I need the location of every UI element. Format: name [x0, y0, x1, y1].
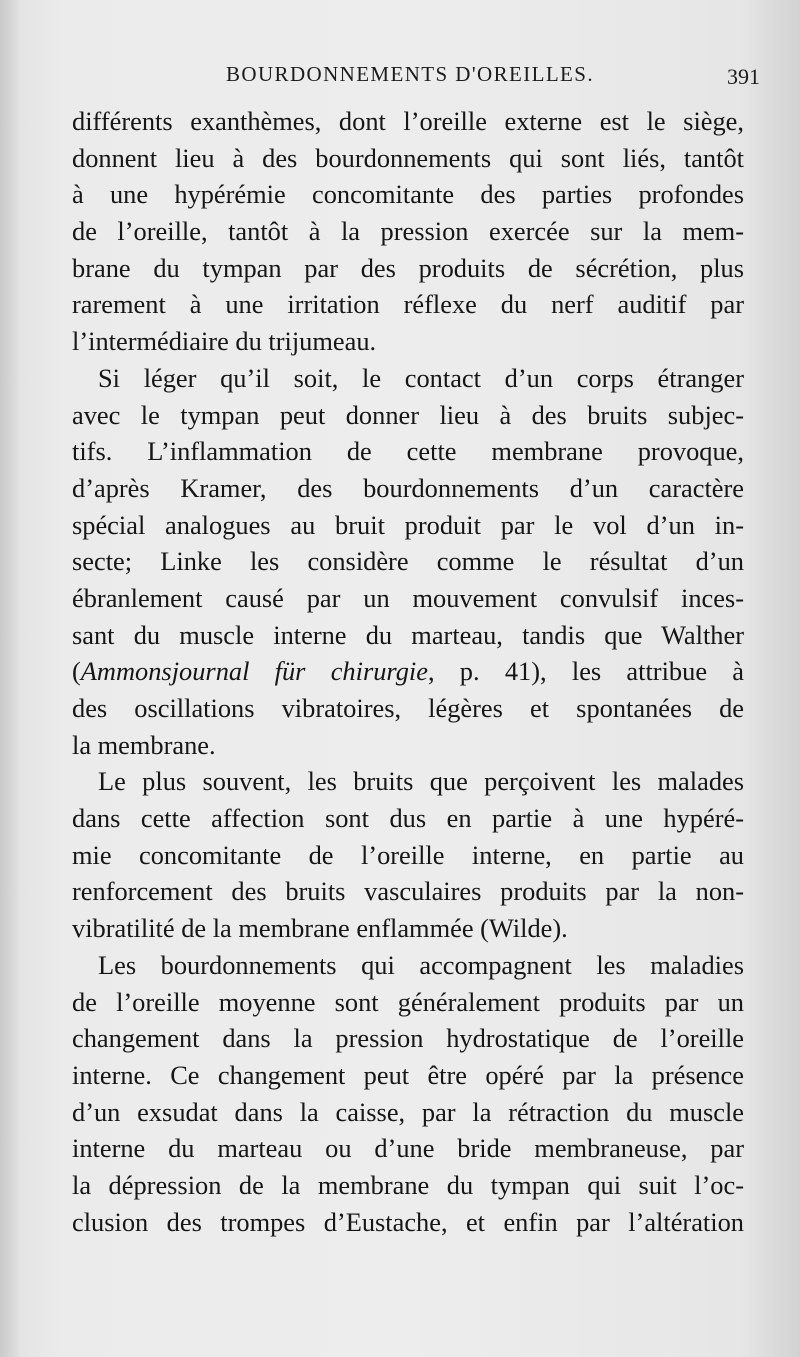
text-line: interne. Ce changement peut être opéré par la présence: [72, 1059, 744, 1090]
citation-title: Ammonsjournal für chirurgie: [80, 656, 428, 687]
text-line: dans cette affection sont dus en partie à une hypéré-: [72, 803, 744, 834]
text-line: mie concomitante de l’oreille interne, en partie au: [72, 839, 744, 870]
text-line: d’un exsudat dans la caisse, par la rétraction du muscle: [72, 1096, 744, 1127]
text-line: rarement à une irritation réflexe du nerf auditif par: [72, 289, 744, 320]
text-line: la membrane.: [72, 729, 216, 760]
text-line: l’intermédiaire du trijumeau.: [72, 326, 377, 357]
text-line: des oscillations vibratoires, légères et spontanées de: [72, 693, 744, 723]
text-line: spécial analogues au bruit produit par le vol d’un in-: [72, 509, 744, 540]
text-line: différents exanthèmes, dont l’oreille externe est le siège,: [72, 106, 744, 136]
text-line: sant du muscle interne du marteau, tandis que Walther: [72, 619, 744, 650]
citation-open-paren: (: [72, 656, 81, 687]
text-line: donnent lieu à des bourdonnements qui sont liés, tantôt: [72, 142, 744, 173]
text-line: interne du marteau ou d’une bride membraneuse, par: [72, 1133, 744, 1164]
text-line: ébranlement causé par un mouvement convulsif inces-: [72, 582, 744, 613]
text-line: vibratilité de la membrane enflammée (Wilde).: [72, 913, 568, 944]
text-line-with-citation: [72, 653, 744, 690]
text-line: Le plus souvent, les bruits que perçoivent les malades: [98, 766, 744, 797]
text-line: changement dans la pression hydrostatique de l’oreille: [72, 1023, 744, 1054]
text-line: la dépression de la membrane du tympan qui suit l’oc-: [72, 1169, 744, 1200]
running-title: BOURDONNEMENTS D'OREILLES.: [226, 62, 595, 86]
text-line: clusion des trompes d’Eustache, et enfin par l’altération: [72, 1206, 744, 1237]
text-line: Les bourdonnements qui accompagnent les maladies: [98, 949, 744, 980]
text-line: Si léger qu’il soit, le contact d’un corps étranger: [98, 362, 744, 393]
text-line: d’après Kramer, des bourdonnements d’un caractère: [72, 472, 744, 503]
page-header: [70, 62, 760, 98]
text-line: de l’oreille, tantôt à la pression exercée sur la mem-: [72, 216, 744, 247]
body-text: [72, 103, 744, 1240]
text-line: brane du tympan par des produits de sécrétion, plus: [72, 252, 744, 283]
text-line: renforcement des bruits vasculaires produits par la non-: [72, 876, 744, 907]
text-line: à une hypérémie concomitante des parties profondes: [72, 179, 744, 210]
text-line: avec le tympan peut donner lieu à des bruits subjec-: [72, 399, 744, 430]
text-line: tifs. L’inflammation de cette membrane provoque,: [72, 436, 744, 467]
text-line: secte; Linke les considère comme le résultat d’un: [72, 546, 744, 577]
text-line: de l’oreille moyenne sont généralement produits par un: [72, 986, 744, 1017]
citation-rest: , p. 41), les attribue à: [427, 656, 744, 687]
page-number: 391: [727, 64, 760, 89]
